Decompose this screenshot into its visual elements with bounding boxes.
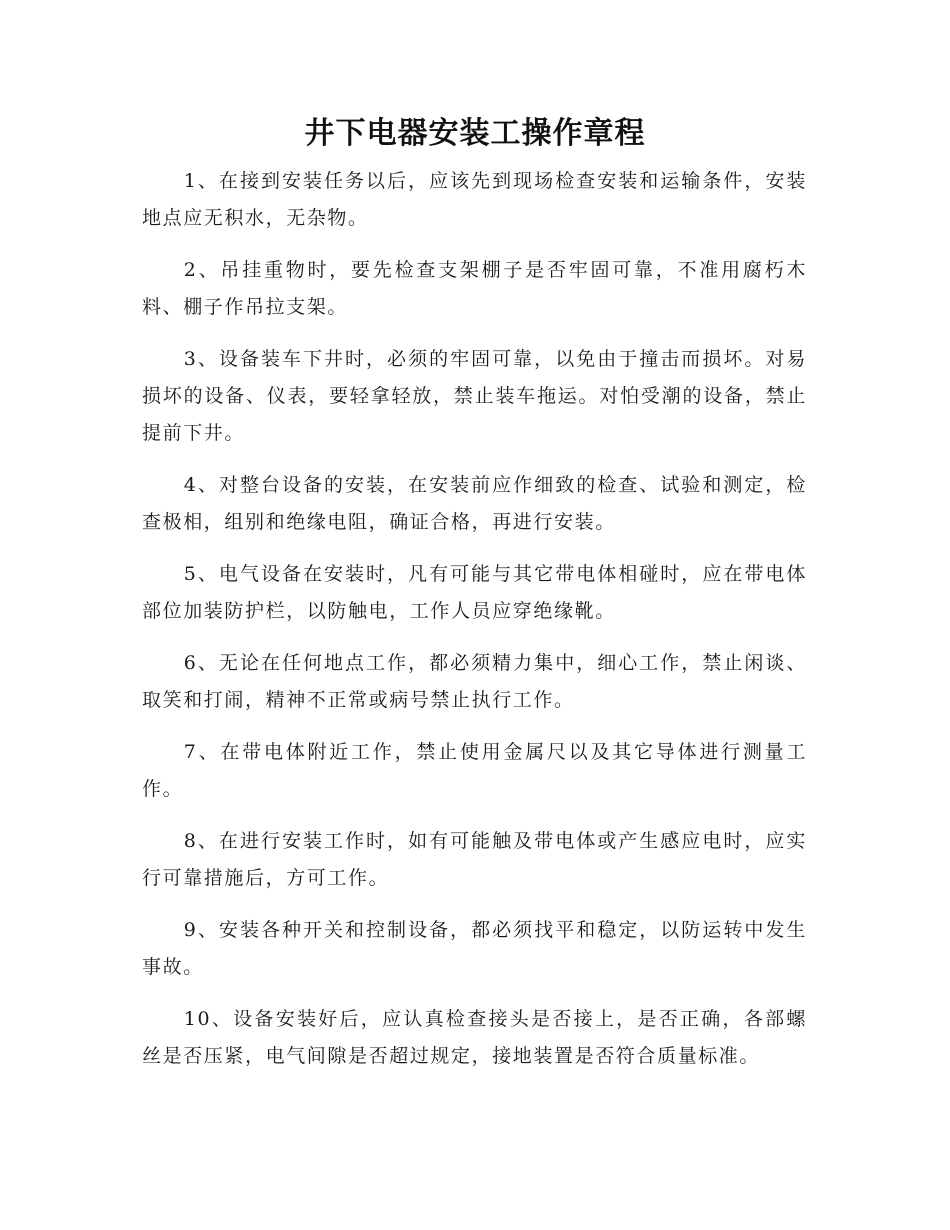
paragraph-8: 8、在进行安装工作时，如有可能触及带电体或产生感应电时，应实行可靠措施后，方可工作。 — [142, 830, 807, 889]
paragraph-5: 5、电气设备在安装时，凡有可能与其它带电体相碰时，应在带电体部位加装防护栏，以防触电，工作人员应穿绝缘靴。 — [142, 563, 807, 622]
paragraph-1: 1、在接到安装任务以后，应该先到现场检查安装和运输条件，安装地点应无积水，无杂物。 — [142, 170, 807, 229]
document-title: 井下电器安装工操作章程 — [304, 116, 646, 151]
paragraph-2: 2、吊挂重物时，要先检查支架棚子是否牢固可靠，不准用腐朽木料、棚子作吊拉支架。 — [142, 259, 807, 318]
paragraph-7: 7、在带电体附近工作，禁止使用金属尺以及其它导体进行测量工作。 — [142, 741, 807, 800]
paragraph-3: 3、设备装车下井时，必须的牢固可靠，以免由于撞击而损坏。对易损坏的设备、仪表，要轻拿轻放，禁止装车拖运。对怕受潮的设备，禁止提前下井。 — [142, 348, 807, 444]
document-body — [142, 163, 807, 1090]
paragraph-10: 10、设备安装好后，应认真检查接头是否接上，是否正确，各部螺丝是否压紧，电气间隙是否超过规定，接地装置是否符合质量标准。 — [142, 1008, 807, 1067]
paragraph-9: 9、安装各种开关和控制设备，都必须找平和稳定，以防运转中发生事故。 — [142, 919, 807, 978]
paragraph-6: 6、无论在任何地点工作，都必须精力集中，细心工作，禁止闲谈、取笑和打闹，精神不正常或病号禁止执行工作。 — [142, 652, 807, 711]
paragraph-4: 4、对整台设备的安装，在安装前应作细致的检查、试验和测定，检查极相，组别和绝缘电阻，确证合格，再进行安装。 — [142, 474, 807, 533]
